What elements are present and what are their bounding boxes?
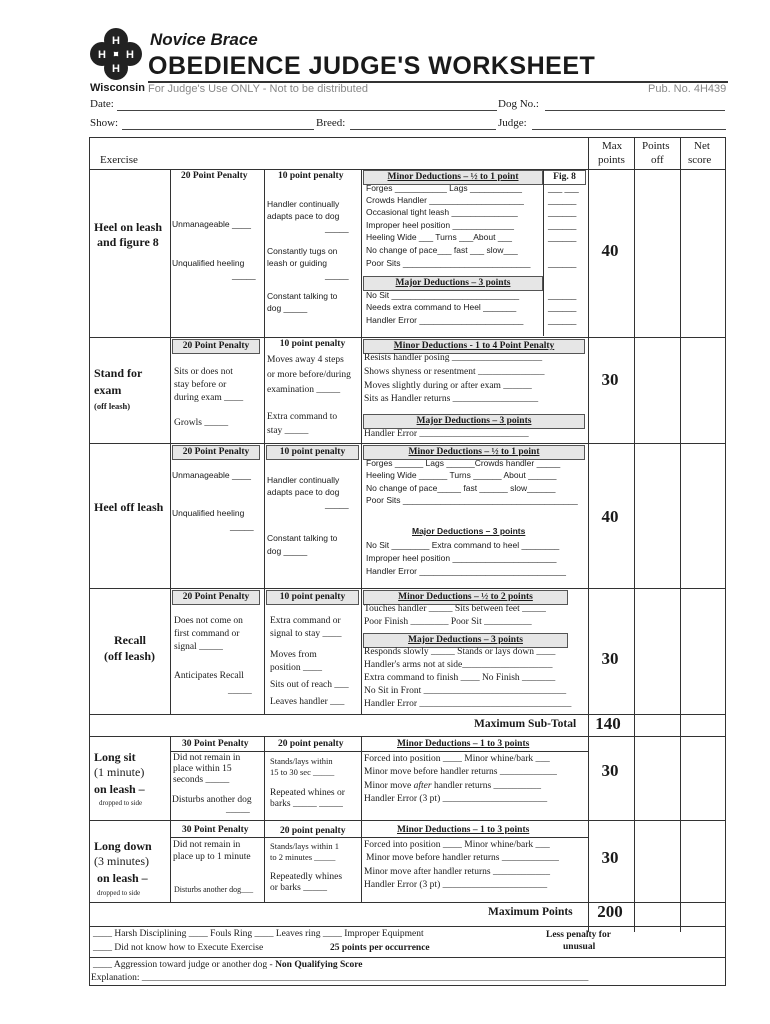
dog-no-label: Dog No.: bbox=[498, 98, 539, 110]
penalty-item: Anticipates Recall bbox=[174, 671, 244, 681]
major-item: Extra command to finish ____ No Finish _______ bbox=[364, 673, 556, 683]
penalty-item: Unmanageable ____ bbox=[172, 219, 251, 229]
major-deductions-header: Major Deductions – 3 points bbox=[363, 633, 568, 648]
penalty-item: position ____ bbox=[270, 663, 322, 673]
minor-item: Forced into position ____ Minor whine/bark ___ bbox=[364, 754, 550, 764]
penalty-item: seconds _____ bbox=[173, 775, 230, 785]
max-points-label: Maximum Points bbox=[488, 906, 573, 918]
major-blank[interactable]: ______ bbox=[548, 290, 577, 300]
clover-logo bbox=[88, 26, 144, 82]
footer-line: ____ Harsh Disciplining ____ Fouls Ring ____ Leaves ring ____ Improper Equipment bbox=[93, 929, 424, 939]
minor-item: Minor move before handler returns ____________ bbox=[366, 853, 559, 863]
penalty-item: Does not come on bbox=[174, 616, 243, 626]
penalty-item: Did not remain in bbox=[173, 753, 241, 763]
penalty-item: Sits or does not bbox=[174, 367, 233, 377]
penalty-item: first command or bbox=[174, 629, 240, 639]
penalty-item: signal to stay ____ bbox=[270, 629, 342, 639]
fig8-blank[interactable]: ______ bbox=[548, 258, 577, 268]
penalty-item: Constantly tugs on bbox=[267, 246, 338, 256]
penalty-header: 20 Point Penalty bbox=[172, 590, 260, 605]
minor-deductions-header: Minor Deductions – ½ to 2 points bbox=[363, 590, 568, 605]
judge-field[interactable] bbox=[532, 129, 726, 130]
penalty-item: during exam ____ bbox=[174, 393, 244, 403]
penalty-header: 20 point penalty bbox=[278, 739, 344, 749]
minor-item: Occasional tight leash ______________ bbox=[366, 207, 518, 217]
major-blank[interactable]: ______ bbox=[548, 302, 577, 312]
penalty-header: 20 Point Penalty bbox=[172, 339, 260, 354]
max-points-value: 30 bbox=[601, 848, 619, 867]
page-title: OBEDIENCE JUDGE'S WORKSHEET bbox=[148, 52, 596, 80]
date-label: Date: bbox=[90, 98, 114, 110]
minor-item: Poor Sits ___________________________ bbox=[366, 258, 531, 268]
minor-item: No change of pace___ fast ___ slow___ bbox=[366, 245, 518, 255]
minor-item: Minor move before handler returns ____________ bbox=[364, 767, 557, 777]
penalty-item: Moves away 4 steps bbox=[267, 355, 344, 365]
penalty-item: _____ bbox=[232, 270, 256, 280]
max-points-value: 40 bbox=[601, 241, 619, 260]
major-deductions-header: Major Deductions – 3 points bbox=[363, 276, 543, 291]
minor-item: Poor Sits _____________________________________ bbox=[366, 495, 578, 505]
exercise-name: (3 minutes) bbox=[94, 854, 149, 868]
subtotal-label: Maximum Sub-Total bbox=[474, 718, 577, 730]
major-item: Responds slowly _____ Stands or lays down ____ bbox=[364, 647, 556, 657]
minor-item: Moves slightly during or after exam ______ bbox=[364, 381, 532, 391]
exercise-name: Recall bbox=[114, 633, 146, 647]
penalty-header: 10 point penalty bbox=[266, 590, 359, 605]
exercise-name: exam bbox=[94, 383, 122, 397]
footer-line: ____ Aggression toward judge or another dog - Non Qualifying Score bbox=[93, 960, 363, 970]
svg-text:H: H bbox=[112, 35, 120, 47]
penalty-item: Repeatedly whines bbox=[270, 872, 343, 882]
max-header: Max bbox=[602, 140, 623, 152]
minor-item: Forges ___________ Lags ___________ bbox=[366, 183, 522, 193]
penalty-item: _____ bbox=[325, 270, 349, 280]
exercise-name: on leash – bbox=[97, 871, 148, 885]
major-item: Handler Error _______________________ bbox=[364, 429, 529, 439]
minor-item: Minor move after handler returns ____________ bbox=[364, 867, 550, 877]
penalty-header: 30 Point Penalty bbox=[182, 825, 249, 835]
fig8-blank[interactable]: ______ bbox=[548, 207, 577, 217]
penalty-item: Unmanageable ____ bbox=[172, 470, 251, 480]
minor-item: Sits as Handler returns __________________ bbox=[364, 394, 539, 404]
penalty-item: to 2 minutes _____ bbox=[270, 852, 336, 862]
major-item: Handler Error ________________________________ bbox=[364, 699, 572, 709]
show-field[interactable] bbox=[122, 129, 314, 130]
major-item: Handler's arms not at side___________________ bbox=[364, 660, 553, 670]
fig8-blank[interactable]: ______ bbox=[548, 232, 577, 242]
penalty-item: dog _____ bbox=[267, 546, 308, 556]
exercise-note: dropped to side bbox=[99, 799, 143, 807]
penalty-item: Stands/lays within 1 bbox=[270, 841, 339, 851]
max-points-value: 30 bbox=[601, 370, 619, 389]
breed-field[interactable] bbox=[350, 129, 496, 130]
major-deductions-header: Major Deductions – 3 points bbox=[412, 526, 526, 536]
exercise-name: Long down bbox=[94, 839, 152, 853]
penalty-item: Moves from bbox=[270, 650, 317, 660]
penalty-item: or more before/during bbox=[267, 370, 351, 380]
major-item: Handler Error ______________________ bbox=[366, 315, 524, 325]
subtotal-value: 140 bbox=[595, 714, 621, 733]
penalty-item: leash or guiding bbox=[267, 258, 328, 268]
major-item: Handler Error _______________________________ bbox=[366, 566, 566, 576]
penalty-item: _____ bbox=[230, 521, 254, 531]
penalty-item: Handler continually bbox=[267, 199, 340, 209]
use-note: For Judge's Use ONLY - Not to be distributed bbox=[148, 83, 368, 95]
max-points-total: 200 bbox=[597, 902, 623, 921]
minor-item: Improper heel position _____________ bbox=[366, 220, 514, 230]
exercise-note: (off leash) bbox=[94, 401, 131, 411]
penalty-item: Constant talking to bbox=[267, 533, 338, 543]
dog-no-field[interactable] bbox=[545, 110, 725, 111]
minor-item: Handler Error (3 pt) ______________________ bbox=[364, 880, 548, 890]
exercise-name: Long sit bbox=[94, 750, 136, 764]
max-points-value: 30 bbox=[601, 649, 619, 668]
major-item: Improper heel position ______________________ bbox=[366, 553, 557, 563]
penalty-item: Extra command to bbox=[267, 412, 338, 422]
penalty-item: barks _____ _____ bbox=[270, 799, 343, 809]
penalty-header: 10 point penalty bbox=[266, 338, 359, 351]
penalty-item: Handler continually bbox=[267, 475, 340, 485]
penalty-header: 10 point penalty bbox=[278, 171, 344, 181]
exercise-header: Exercise bbox=[100, 154, 138, 166]
svg-text:H: H bbox=[112, 63, 120, 75]
penalty-item: adapts pace to dog bbox=[267, 211, 340, 221]
subtitle: Novice Brace bbox=[150, 30, 258, 49]
minor-deductions-header: Minor Deductions – ½ to 1 point bbox=[363, 445, 585, 460]
points-off-header: Points bbox=[642, 140, 670, 152]
penalty-item: Disturbs another dog bbox=[172, 795, 252, 805]
less-penalty-note: unusual bbox=[563, 942, 596, 952]
fig8-blank[interactable]: ______ bbox=[548, 195, 577, 205]
exercise-name: on leash – bbox=[94, 782, 145, 796]
minor-item: Touches handler _____ Sits between feet _____ bbox=[364, 604, 546, 614]
penalty-item: Growls _____ bbox=[174, 418, 229, 428]
minor-item: Handler Error (3 pt) ______________________ bbox=[364, 794, 548, 804]
fig8-blank[interactable]: ______ bbox=[548, 220, 577, 230]
penalty-header: 10 point penalty bbox=[266, 445, 359, 460]
penalty-item: stay _____ bbox=[267, 426, 309, 436]
penalty-item: Repeated whines or bbox=[270, 788, 345, 798]
minor-deductions-header: Minor Deductions – ½ to 1 point bbox=[363, 170, 543, 185]
penalty-item: Sits out of reach ___ bbox=[270, 680, 349, 690]
exercise-name: Stand for bbox=[94, 366, 143, 380]
penalty-item: place up to 1 minute bbox=[173, 852, 251, 862]
penalty-item: dog _____ bbox=[267, 303, 308, 313]
points-off-header-2: off bbox=[651, 154, 664, 166]
penalty-header: 30 Point Penalty bbox=[182, 739, 249, 749]
exercise-name: (off leash) bbox=[104, 649, 155, 663]
footer-line: ____ Did not know how to Execute Exercise bbox=[93, 943, 264, 953]
minor-item: Forges ______ Lags ______Crowds handler _____ bbox=[366, 458, 561, 468]
minor-item: Heeling Wide ______ Turns ______ About ______ bbox=[366, 470, 557, 480]
major-blank[interactable]: ______ bbox=[548, 315, 577, 325]
exercise-name: and figure 8 bbox=[97, 235, 159, 249]
exercise-note: dropped to side bbox=[97, 889, 141, 897]
pub-number: Pub. No. 4H439 bbox=[648, 83, 727, 95]
penalty-item: Disturbs another dog___ bbox=[174, 885, 254, 894]
penalty-header: 20 Point Penalty bbox=[181, 171, 248, 181]
major-item: No Sit ________ Extra command to heel ________ bbox=[366, 540, 560, 550]
major-item: No Sit in Front ______________________________ bbox=[364, 686, 567, 696]
penalty-item: or barks _____ bbox=[270, 883, 327, 893]
penalty-item: Did not remain in bbox=[173, 840, 241, 850]
footer-occurrence: 25 points per occurrence bbox=[330, 943, 430, 953]
svg-text:H: H bbox=[126, 49, 134, 61]
penalty-item: _____ bbox=[228, 686, 252, 696]
major-item: Needs extra command to Heel _______ bbox=[366, 302, 517, 312]
major-deductions-header: Major Deductions – 3 points bbox=[363, 414, 585, 429]
fig8-blank[interactable]: ___ ___ bbox=[548, 183, 579, 193]
minor-item: No change of pace_____ fast ______ slow______ bbox=[366, 483, 556, 493]
judge-label: Judge: bbox=[498, 117, 527, 129]
svg-text:H: H bbox=[98, 49, 106, 61]
minor-item: Forced into position ____ Minor whine/bark ___ bbox=[364, 840, 550, 850]
minor-item: Poor Finish ________ Poor Sit __________ bbox=[364, 617, 532, 627]
exercise-name: Heel on leash bbox=[94, 220, 162, 234]
minor-deductions-header: Minor Deductions – 1 to 3 points bbox=[397, 825, 530, 835]
minor-deductions-header: Minor Deductions – 1 to 3 points bbox=[397, 739, 530, 749]
penalty-item: Unqualified heeling bbox=[172, 258, 245, 268]
penalty-item: Extra command or bbox=[270, 616, 341, 626]
minor-item: Shows shyness or resentment ______________ bbox=[364, 367, 545, 377]
penalty-item: _____ bbox=[226, 805, 250, 815]
breed-label: Breed: bbox=[316, 117, 346, 129]
net-header: Net bbox=[694, 140, 710, 152]
minor-item: Minor move after handler returns __________ bbox=[364, 781, 542, 791]
penalty-item: place within 15 bbox=[173, 764, 232, 774]
penalty-item: examination _____ bbox=[267, 385, 341, 395]
fig8-header: Fig. 8 bbox=[543, 170, 586, 185]
explanation-field[interactable]: Explanation: ______________________________________________________________________________________________ bbox=[91, 973, 589, 983]
minor-item: Crowds Handler ____________________ bbox=[366, 195, 524, 205]
state-label: Wisconsin bbox=[90, 82, 145, 94]
minor-deductions-header: Minor Deductions - 1 to 4 Point Penalty bbox=[363, 339, 585, 354]
minor-item: Heeling Wide ___ Turns ___About ___ bbox=[366, 232, 513, 242]
penalty-item: signal _____ bbox=[174, 642, 223, 652]
max-header-2: points bbox=[598, 154, 625, 166]
max-points-value: 40 bbox=[601, 507, 619, 526]
penalty-item: Constant talking to bbox=[267, 291, 338, 301]
penalty-item: _____ bbox=[325, 499, 349, 509]
net-header-2: score bbox=[688, 154, 712, 166]
show-label: Show: bbox=[90, 117, 119, 129]
penalty-item: Leaves handler ___ bbox=[270, 697, 345, 707]
max-points-value: 30 bbox=[601, 761, 619, 780]
penalty-item: _____ bbox=[325, 223, 349, 233]
exercise-name: (1 minute) bbox=[94, 765, 145, 779]
penalty-header: 20 Point Penalty bbox=[172, 445, 260, 460]
penalty-item: adapts pace to dog bbox=[267, 487, 340, 497]
major-item: No Sit ___________________________ bbox=[366, 290, 520, 300]
penalty-item: 15 to 30 sec _____ bbox=[270, 767, 335, 777]
penalty-header: 20 point penalty bbox=[280, 826, 346, 836]
date-field[interactable] bbox=[117, 110, 497, 111]
exercise-name: Heel off leash bbox=[94, 500, 164, 514]
minor-item: Resists handler posing ___________________ bbox=[364, 353, 543, 363]
penalty-item: stay before or bbox=[174, 380, 227, 390]
penalty-item: Stands/lays within bbox=[270, 756, 333, 766]
less-penalty-note: Less penalty for bbox=[546, 930, 611, 940]
penalty-item: Unqualified heeling bbox=[172, 508, 245, 518]
